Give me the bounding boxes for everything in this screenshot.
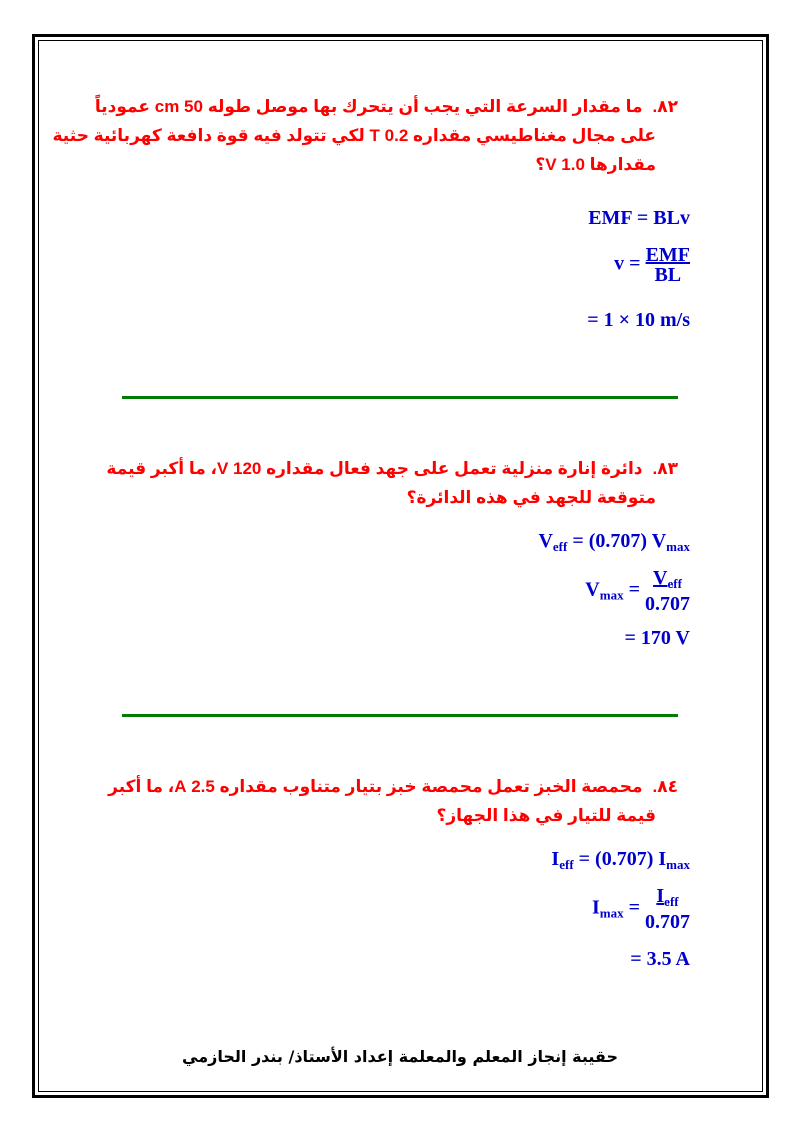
answer-82-result: = 1 × 10 m/s	[587, 309, 690, 331]
answer-83-formula: $V_{eff} = (0.707)$ $V_{max}$	[538, 530, 690, 554]
question-84-line-2: قيمة للتيار في هذا الجهاز؟	[436, 806, 656, 825]
answer-83-rearranged: $V_{max}$ = $\frac{V_{eff}}{0.707}$	[585, 567, 690, 615]
fraction: $\frac{\text{EMF}}{BL}$	[645, 244, 690, 286]
page-border-inner	[38, 40, 763, 1092]
question-82-line-1: ٨٢.ما مقدار السرعة التي يجب أن يتحرك بها موصل طوله 50 cm عمودياً	[94, 97, 678, 116]
answer-82-formula: EMF = BLv	[588, 207, 690, 229]
fraction: $\frac{I_{eff}}{0.707}$	[645, 885, 690, 933]
question-82-line-2: على مجال مغناطيسي مقداره 0.2 T لكي تتولد فيه قوة دافعة كهربائية حثية	[52, 126, 656, 145]
question-83-number: ٨٣.	[652, 459, 678, 478]
section-divider	[122, 714, 678, 717]
question-82-number: ٨٢.	[652, 97, 678, 116]
question-83-line-1: ٨٣.دائرة إنارة منزلية تعمل على جهد فعال مقداره 120 V، ما أكبر قيمة	[106, 459, 678, 478]
question-83	[106, 454, 678, 512]
answer-82-rearranged: v = $\frac{\text{EMF}}{BL}$	[614, 244, 690, 286]
answer-83-result: = 170 V	[624, 627, 690, 649]
answer-84-formula: $I_{eff} = (0.707)$ $I_{max}$	[551, 848, 690, 872]
question-82-line-3: مقدارها 1.0 V؟	[535, 155, 656, 174]
answer-84-rearranged: $I_{max}$ = $\frac{I_{eff}}{0.707}$	[591, 885, 690, 933]
page-footer: حقيبة إنجاز المعلم والمعلمة إعداد الأستاذ/ بندر الحازمي	[182, 1047, 618, 1066]
answer-84-result: = 3.5 A	[630, 948, 690, 970]
fraction: $\frac{V_{eff}}{0.707}$	[645, 567, 690, 615]
section-divider	[122, 396, 678, 399]
question-82	[53, 92, 679, 179]
question-84	[108, 772, 678, 830]
question-84-number: ٨٤.	[652, 777, 678, 796]
question-83-line-2: متوقعة للجهد في هذه الدائرة؟	[406, 488, 656, 507]
question-84-line-1: ٨٤.محمصة الخبز تعمل محمصة خبز بتيار متناوب مقداره 2.5 A، ما أكبر	[108, 777, 678, 796]
